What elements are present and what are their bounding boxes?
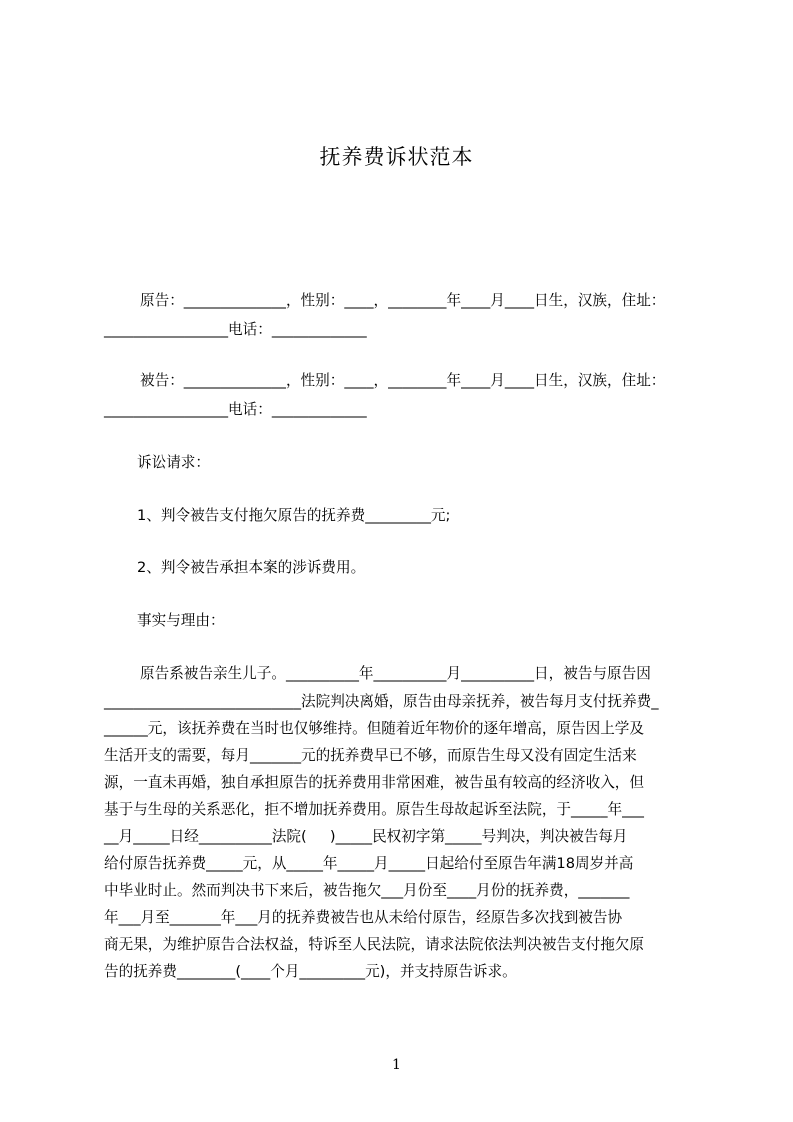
facts-line: 源，一直未再婚，独自承担原告的抚养费用非常困难，被告虽有较高的经济收入，但 [104,774,644,791]
plaintiff-line-1: 原告：______________，性别：____，________年____月____日生，汉族，住址： [140,292,666,309]
facts-line: 基于与生母的关系恶化，拒不增加抚养费用。原告生母故起诉至法院，于_____年___ [104,801,644,818]
plaintiff-line-2: _________________电话：_____________ [104,321,367,338]
claim-item: 2、判令被告承担本案的涉诉费用。 [137,559,366,576]
defendant-line-1: 被告：______________，性别：____，________年____月____日生，汉族，住址： [140,372,666,389]
facts-line: 商无果，为维护原告合法权益，特诉至人民法院，请求法院依法判决被告支付拖欠原 [104,936,644,953]
facts-line: 原告系被告亲生儿子。__________年__________月__________日，被告与原告因 [140,665,651,682]
facts-line: 年___月至_______年___月的抚养费被告也从未给付原告，经原告多次找到被告协 [104,909,623,926]
claim-item: 1、判令被告支付拖欠原告的抚养费_________元; [137,507,451,524]
facts-line: 中毕业时止。然而判决书下来后，被告拖欠___月份至____月份的抚养费，_______ [104,882,630,899]
facts-line: ______元，该抚养费在当时也仅够维持。但随着近年物价的逐年增高，原告因上学及 [104,720,644,737]
document-title: 抚养费诉状范本 [319,145,474,169]
claims-heading: 诉讼请求： [137,454,210,471]
facts-line: 生活开支的需要，每月_______元的抚养费早已不够，而原告生母又没有固定生活来 [104,747,637,764]
facts-line: 告的抚养费________(____个月_________元)，并支持原告诉求。 [104,963,517,980]
facts-line: ___________________________法院判决离婚，原告由母亲抚养，被告每月支付抚养费_ [104,693,659,710]
defendant-line-2: _________________电话：_____________ [104,401,367,418]
facts-heading: 事实与理由： [137,612,225,629]
facts-line: __月_____日经__________法院( )_____民权初字第_____号判决，判决被告每月 [104,828,628,845]
page-number: 1 [392,1057,401,1073]
facts-line: 给付原告抚养费_____元，从_____年_____月_____日起给付至原告年满18周岁并高 [104,855,634,872]
